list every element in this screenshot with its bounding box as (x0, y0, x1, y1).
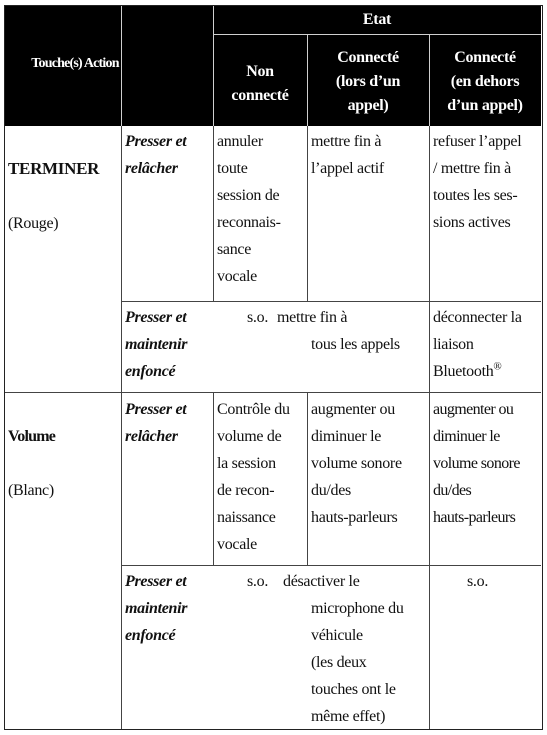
column-divider (121, 126, 122, 729)
header-etat: Etat (362, 11, 392, 28)
cell-connecte-appel: augmenter ou diminuer le volume sonore du/des hauts-parleurs (311, 401, 402, 526)
header-divider (213, 34, 541, 35)
cell-non-connecte: s.o. (247, 573, 269, 590)
cell-connecte-appel: désactiver le (283, 573, 360, 590)
cell-connecte-appel: tous les appels (311, 336, 400, 353)
cell-non-connecte: annuler toute session de reconnais- sance vocale (217, 133, 281, 285)
column-divider (213, 392, 214, 565)
control-table (4, 5, 543, 730)
key-color: (Blanc) (8, 482, 54, 499)
key-name: Volume (8, 428, 56, 445)
action-press-release: Presser et relâcher (125, 401, 187, 445)
cell-non-connecte: s.o. (247, 309, 269, 326)
cell-connecte-hors (433, 304, 522, 385)
cell-connecte-appel: mettre fin à l’appel actif (311, 133, 384, 177)
key-color: (Rouge) (8, 215, 59, 232)
row-divider (5, 392, 541, 393)
action-press-release: Presser et relâcher (125, 133, 187, 177)
cell-non-connecte: Contrôle du volume de la session de recon- naissance vocale (217, 401, 290, 553)
column-divider (429, 126, 430, 729)
row-divider (121, 565, 541, 566)
key-volume (8, 396, 55, 504)
key-terminer (8, 128, 99, 237)
action-press-hold: Presser et maintenir enfoncé (125, 573, 188, 644)
action-press-hold: Presser et maintenir enfoncé (125, 309, 188, 380)
column-divider (307, 126, 308, 301)
header-connecte-hors: Connecté (en dehors d’un appel) (447, 49, 523, 114)
cell-connecte-hors: refuser l’appel / mettre fin à toutes les ses- sions actives (433, 133, 522, 231)
registered-mark: ® (493, 360, 502, 373)
header-touches-action: Touche(s) Action (31, 56, 119, 71)
row-divider (121, 301, 541, 302)
column-divider (307, 392, 308, 565)
column-divider (213, 126, 214, 301)
cell-connecte-appel: microphone du véhicule (les deux touches ont le même effet) (311, 600, 404, 725)
cell-text: déconnecter la liaison Bluetooth (433, 309, 522, 380)
header-connecte-appel: Connecté (lors d’un appel) (335, 49, 401, 114)
header-non-connecte: Non connecté (231, 63, 289, 104)
cell-connecte-appel: mettre fin à (277, 309, 348, 326)
cell-connecte-hors: augmenter ou diminuer le volume sonore du/des hauts-parleurs (433, 401, 520, 526)
key-name: TERMINER (8, 159, 100, 178)
cell-connecte-hors: s.o. (467, 573, 489, 590)
